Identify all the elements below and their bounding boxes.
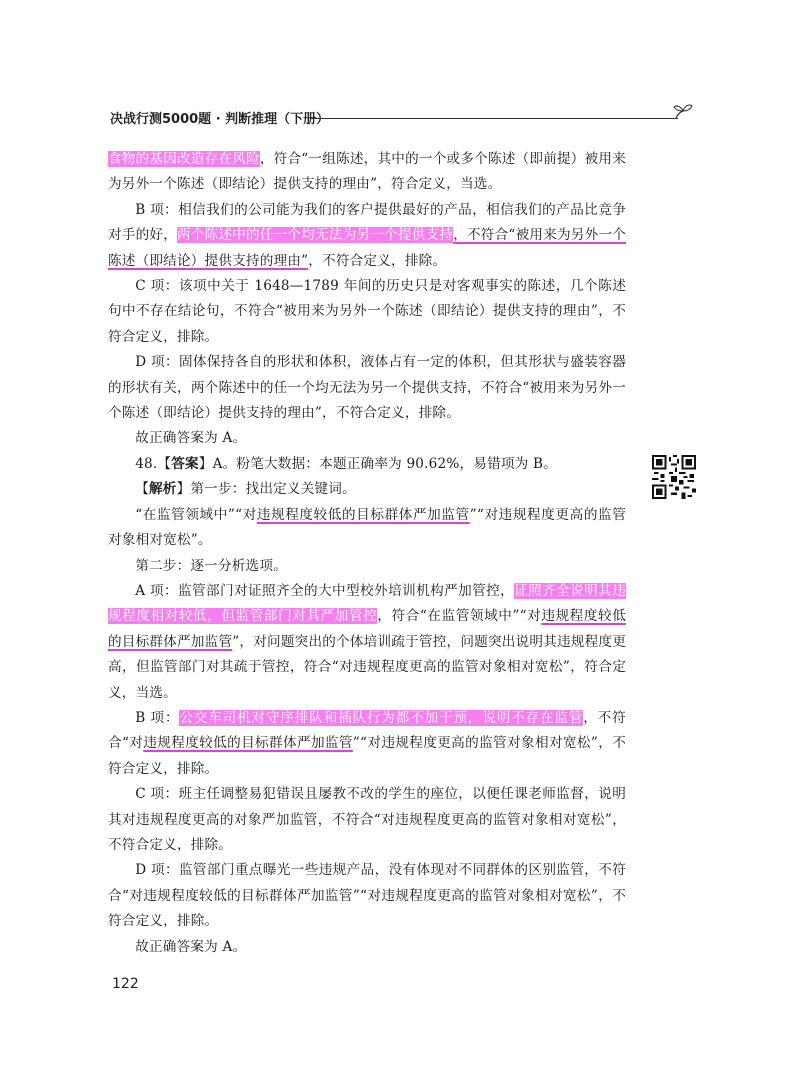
analysis-label: 解析 (148, 481, 177, 498)
paragraph: B 项：公交车司机对守序排队和插队行为都不加干预，说明不存在监管，不符合“对违规程度较低的目标群体严加监管”“对违规程度更高的监管对象相对宽松”，不符合定义，排除。 (108, 709, 626, 777)
underline: 违规程度较低的目标群体严加监管 (143, 735, 353, 752)
paragraph: C 项：班主任调整易犯错误且屡教不改的学生的座位，以便任课老师监督，说明其对违规程度更高的对象严加监管，不符合“对违规程度更高的监管对象相对宽松”，不符合定义，排除。 (108, 786, 626, 853)
qr-code-icon[interactable] (652, 455, 696, 499)
book-title: 决战行测5000题 · 判断推理（下册） (110, 112, 330, 127)
paragraph: 故正确答案为 A。 (135, 430, 247, 447)
paragraph: A 项：监管部门对证照齐全的大中型校外培训机构严加管控，证照齐全说明其违规程度相对较低，但监管部门对其严加管控，符合“在监管领域中”“对违规程度较低的目标群体严加监管”，对问题突出的个体培训疏于管控，问题突出说明其违规程度更高，但监管部门对其疏于管控，符合“对违规程度更高的监管对象相对宽松”，符合定义，当选。 (108, 582, 626, 701)
header-rule (310, 118, 678, 119)
paragraph: B 项：相信我们的公司能为我们的客户提供最好的产品，相信我们的产品比竞争对手的好，两个陈述中的任一个均无法为另一个提供支持，不符合“被用来为另外一个陈述（即结论）提供支持的理由”，不符合定义，排除。 (108, 201, 627, 269)
analysis-line: 【解析】第一步：找出定义关键词。 (135, 481, 356, 498)
highlight: 公交车司机对守序排队和插队行为都不加干预，说明不存在监管 (179, 709, 584, 726)
highlight: 食物的基因改造存在风险 (108, 151, 260, 167)
paragraph: D 项：监管部门重点曝光一些违规产品，没有体现对不同群体的区别监管，不符合“对违规程度较低的目标群体严加监管”“对违规程度更高的监管对象相对宽松”，不符合定义，排除。 (108, 862, 626, 930)
underline: 违规程度较低的目标群体严加监管 (256, 506, 470, 523)
sprout-icon (672, 100, 694, 122)
underline: 违规程度较低的目标群体严加监管 (108, 608, 626, 650)
paragraph: 食物的基因改造存在风险，符合“一组陈述，其中的一个或多个陈述（即前提）被用来为另外一个陈述（即结论）提供支持的理由”，符合定义，当选。 (108, 151, 626, 193)
paragraph: D 项：固体保持各自的形状和体积，液体占有一定的体积，但其形状与盛装容器的形状有关，两个陈述中的任一个均无法为另一个提供支持，不符合“被用来为另外一个陈述（即结论）提供支持的理由”，不符合定义，排除。 (108, 354, 626, 422)
paragraph: “在监管领域中”“对违规程度较低的目标群体严加监管”“对违规程度更高的监管对象相对宽松”。 (108, 506, 626, 549)
running-header (110, 106, 690, 132)
answer-line: 48.【答案】A。粉笔大数据：本题正确率为 90.62%，易错项为 B。 (135, 455, 557, 472)
highlight: 两个陈述中的任一个均无法为另一个提供支持 (177, 227, 454, 244)
page-number: 122 (112, 976, 139, 992)
answer-label: 答案 (171, 455, 199, 472)
paragraph: C 项：该项中关于 1648—1789 年间的历史只是对客观事实的陈述，几个陈述句中不存在结论句，不符合“被用来为另外一个陈述（即结论）提供支持的理由”，不符合定义，排除。 (108, 278, 626, 345)
highlight: 证照齐全说明其违规程度相对较低，但监管部门对其严加管控 (108, 582, 626, 625)
paragraph: 故正确答案为 A。 (135, 938, 247, 955)
page-body (108, 147, 626, 960)
underline: ，不符合“被用来为另外一个陈述（即结论）提供支持的理由” (108, 227, 627, 269)
paragraph: 第二步：逐一分析选项。 (135, 557, 287, 574)
